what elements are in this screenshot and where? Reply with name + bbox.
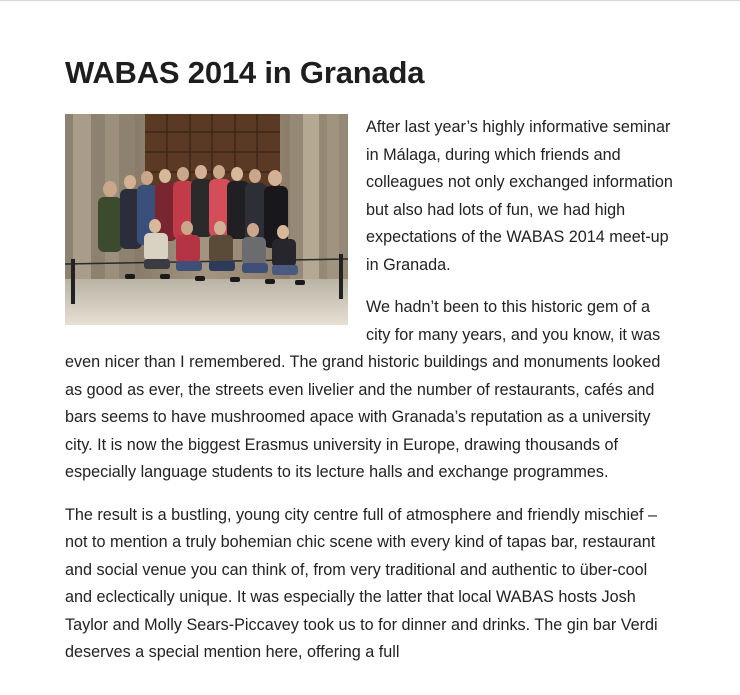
top-divider <box>0 0 740 1</box>
group-photo <box>65 114 348 325</box>
article-paragraph-3: The result is a bustling, young city centre full of atmosphere and friendly mischief – not to mention a truly bohemian chic scene with every kind of tapas bar, restaurant and social venue you can think of, from very traditional and authentic to über-cool and eclectically unique. It was especially the latter that local WABAS hosts Josh Taylor and Molly Sears-Piccavey took us to for dinner and drinks. The gin bar Verdi deserves a special mention here, offering a full <box>65 505 658 661</box>
article-title: WABAS 2014 in Granada <box>65 55 425 90</box>
article <box>65 54 675 682</box>
article-body <box>65 114 675 667</box>
article-paragraph-2: We hadn’t been to this historic gem of a city for many years, and you know, it was even nicer than I remembered. The grand historic buildings and monuments looked as good as ever, the streets even livelier and the number of restaurants, cafés and bars seems to have mushroomed apace with Granada’s reputation as a university city. It is now the biggest Erasmus university in Europe, drawing thousands of especially language students to its lecture halls and exchange programmes. <box>65 298 661 481</box>
article-paragraph-1: After last year’s highly informative seminar in Málaga, during which friends and colleagues not only exchanged information but also had lots of fun, we had high expectations of the WABAS 2014 meet-up in Granada. <box>366 118 673 274</box>
